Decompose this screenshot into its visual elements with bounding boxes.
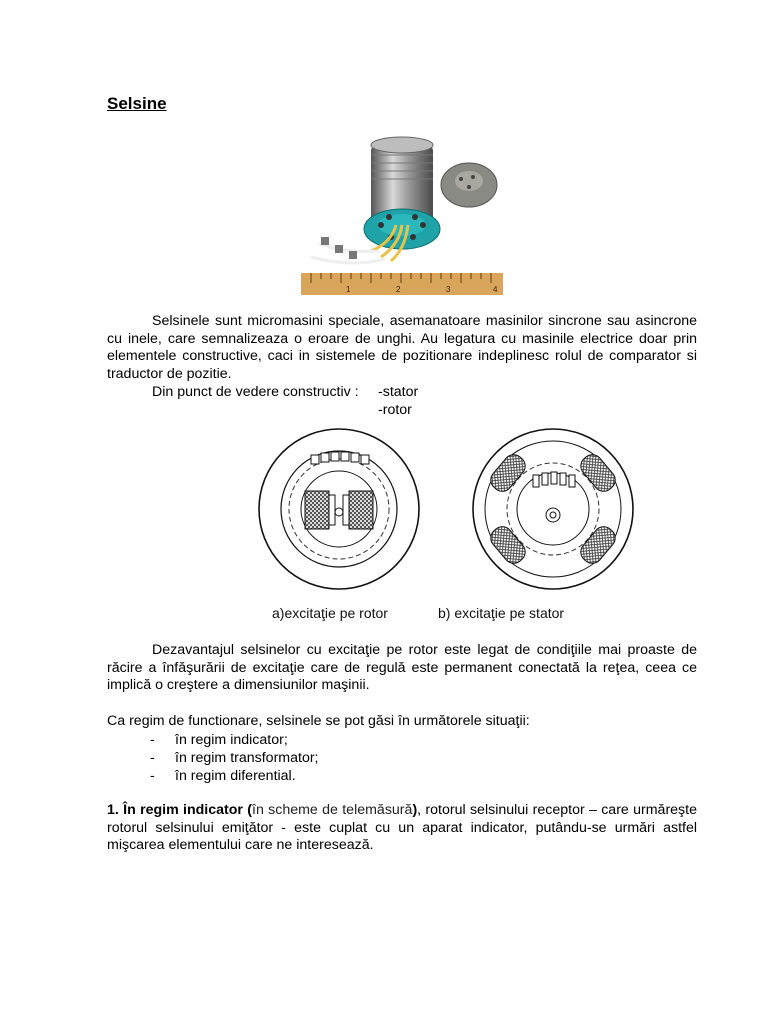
constructive-intro: Din punct de vedere constructiv : bbox=[152, 384, 359, 400]
ruler-number: 4 bbox=[493, 285, 498, 294]
list-item: - în regim transformator; bbox=[150, 750, 319, 766]
disadvantage-paragraph: Dezavantajul selsinelor cu excitaţie pe rotor este legat de condiţiile mai proaste de răcire a înfăşurării de excitaţie care de regulă este permanent conectată la reţea, ceea ce implică o creştere a dimensiunilor maşinii. bbox=[107, 642, 697, 694]
constructive-item-rotor: -rotor bbox=[378, 402, 412, 418]
selsyn-photo bbox=[301, 133, 503, 295]
section-1-heading: 1. În regim indicator bbox=[107, 802, 243, 818]
intro-paragraph: Selsinele sunt micromasini speciale, asemanatoare masinilor sincrone sau asincrone cu inele, care semnalizeaza o eroare de unghi. Au legatura cu masinile electrice doar prin elementele constructive, caci in sistemele de pozitionare indeplinesc rolul de comparator si traductor de pozitie. bbox=[107, 313, 697, 382]
ruler-number: 3 bbox=[446, 285, 451, 294]
constructive-item-stator: -stator bbox=[378, 384, 419, 400]
regimes-list bbox=[150, 731, 319, 785]
list-item: - în regim diferential. bbox=[150, 768, 296, 784]
caption-a: a)excitaţie pe rotor bbox=[272, 605, 388, 621]
ruler-number: 2 bbox=[396, 285, 401, 294]
diagram-stator-excitation bbox=[469, 425, 637, 593]
caption-b: b) excitaţie pe stator bbox=[438, 605, 565, 621]
regimes-intro: Ca regim de functionare, selsinele se pot găsi în următorele situaţii: bbox=[107, 713, 530, 729]
ruler-number: 1 bbox=[346, 285, 351, 294]
list-item: - în regim indicator; bbox=[150, 732, 288, 748]
section-1-paragraph: 1. În regim indicator (în scheme de telemăsură), rotorul selsinului receptor – care urmăreşte rotorul selsinului emiţător - este cuplat cu un aparat indicator, putându-se urmări astfel mişcarea elementului care ne interesează. bbox=[107, 802, 697, 854]
page-title: Selsine bbox=[107, 94, 167, 113]
diagram-rotor-excitation bbox=[255, 425, 423, 593]
